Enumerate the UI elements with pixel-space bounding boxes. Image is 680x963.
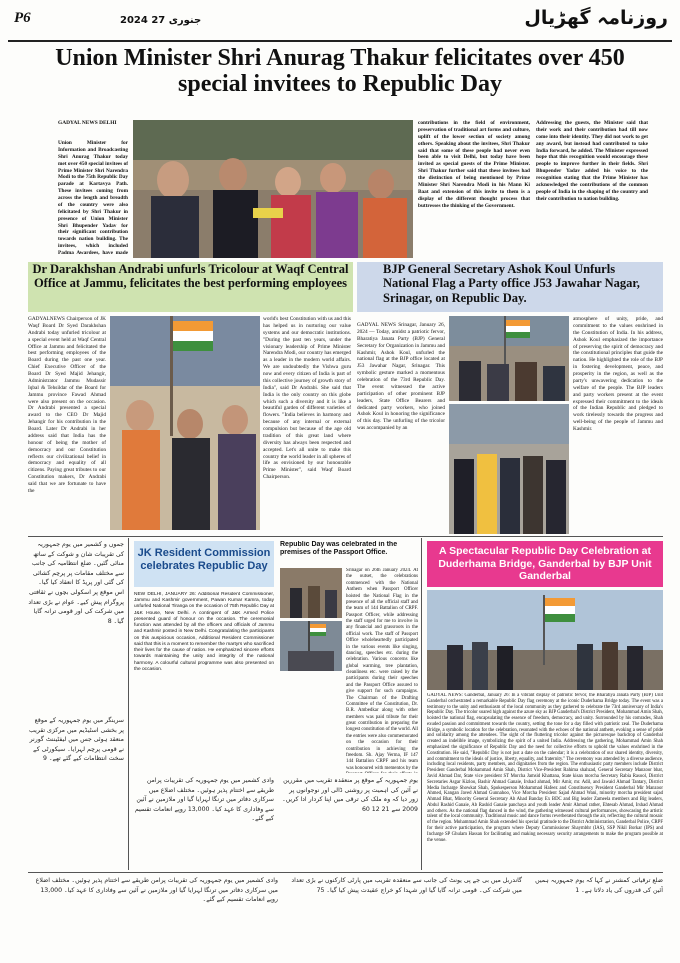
main-story-col2: contributions in the field of environment, preservation of traditional art forms and culture, uplift of the lower section of society among others. Speaking about the invitees, Shri Thakur said that some of these people had never even been able to visit Delhi, but today have been invited as special guests of the Prime Minister. Shri Thakur further said that these invitees had the distinction of being mentioned by Prime Minister Shri Narendra Modi in his Mann Ki Baat and extension of this invite to them is a display of the different thought process that buttresses the thinking of the Government.	[418, 120, 530, 209]
main-story-col3: Addressing the guests, the Minister said that their work and their contribution had till now come into their identity. They did not work to get any award, but instead had contributed to take India forward, he added. The Minister expressed hope that this recognition would encourage these people to improve further in their fields. Shri Bhupender Yadav added his voice to the recognition stating that the Prime Minister has acknowledged the contributions of the common people of India in the shaping of the country and their contribution to nation building.	[536, 120, 648, 202]
passport-photo-2	[280, 621, 342, 671]
passport-body: Srinagar on 26th January 2024. At the outset, the celebrations commenced with the National Anthem when Passport Officer hoisted the National Flag in the presence of all the official staff and the team of 144 Battalion of CRPF. Passport Officer, while addressing the staff urged for me to involve in any financial and grassroots in the official work. The staff of Passport Office wholeheartedly participated in the various events like singing, dancing, speeches etc. during the celebration. Various concerns like global warming, tree plantation, cleanliness etc. were raised by the participants during their speeches and the Passport Office assured to give support for such campaigns. The Chairman of the Drafting Committee of the Constitution, Dr. B.R. Ambedkar along with other members was paid tribute for their great contribution in preparing the longest constitution of the world. All the entries were also commemorated on the occasion for their contribution in achieving the freedom. Sh. Ajay Verma, IF 147 144 Battalion CRPF and his team was honoured with mementos by the	[346, 568, 418, 771]
urdu-bottom-strip-mid: گاندربل میں بی جے پی یونٹ کی جانب سے منعقدہ تقریب میں پارٹی کارکنوں نے بڑی تعداد میں شرکت کی۔ قومی ترانہ گایا گیا اور شہدا کو خراج عقیدت پیش کیا گیا۔ 75	[291, 877, 522, 894]
page-header	[8, 6, 672, 42]
waqf-headline: Dr Darakhshan Andrabi unfurls Tricolour at Waqf Central Office at Jammu, felicitates the best performing employees	[28, 262, 353, 312]
waqf-story-col2: world's best Constitution with us and this has helped us in nurturing our value systems and our democratic institutions. "During the past ten years, under the visionary leadership of Prime Minister Narendra Modi, our country has emerged as a leader in the modern world affairs. We are undoubtedly the Vishwa guru now and every citizen of India is part of this collective journey of growth story of India", said Dr Andrabi. She said that India is the only country on this globe which such a diversity and it is like a beautiful garden of different varieties of flowers. "India believes in harmony and because of any internal or external compulsion but because of the age old tradition of this great land where diversity has always been respected and accepted. Let's all unite to make this country the world leader in all spheres of life as envisioned by our honourable Prime Minister", said Waqf Board Chairperson.	[263, 316, 351, 481]
duderhama-body: GADYAL NEWS: Ganderbal, January 26: In a vibrant display of patriotic fervor, the Bharatiya Janata Party (BJP) Unit Ganderbal orchestrated a remarkable Republic Day flag ceremony at the iconic Duderhama Bridge today. The event was a testimony to the unity and enthusiasm of the local community as they gathered to celebrate the 73rd anniversary of India's Republic Day. The tricolor soared high against the azure sky as BJP Ganderbal's District President, Mohammad Amin Shah, hoisted the national flag, encapsulating the essence of freedom, democracy, and unity. Surrounded by his comrades, Shah exuded passion and commitment towards the country, setting the tone for a day filled with patriotic zeal. The Duderhama Bridge, a symbolic location for the celebration, resonated with the echoes of the national anthem, evoking a sense of pride and solidarity among the attendees. The sight of the fluttering tricolor against the picturesque backdrop of Ganderbal created an indelible image, symbolizing the spirit of a united India. Addressing the gathering, Mohammad Amin Shah emphasized the significance of Republic Day and the need for collective efforts to uphold the values enshrined in the Constitution. He said, "Republic Day is not just a date on the calendar; it is a celebration of our shared identity, diversity, and commitment to the ideals of justice, liberty, equality, and fraternity." The ceremony was attended by a diverse audience, including local residents, party members, and dignitaries from the region. The enthusiastic party members include District President Ganderbal Mohammad Amin Shah, District Vice-President Rahima shahzad, General Secretary Manzoor bhat, Javid Ahmad Dar, State vice president ST Morcha Jamsid Khattana, State kisan morcha Secretary Rabia Rasool, District Secretaries Asgar Kizloo, Bashir Ahmad Ganaie, Irshad ahmad, Mir Amir, mr. Adil, and Jawaid Ahmad Tantary, District Media Incharge Showkat Shah, Spokesperson Mohammad Hafeez and Constituency President Ganderbal Mir Manzoor Ahmed, Kangan Javed Ahmad Gunnahoo, Vice Morcha President Sajad Ahmad Wani, minority morcha president sajad Ahmad Bhat, Minority General Secretary Ab Ahad Banday Ex BDC and Big leader Zameela members and Big leaders, Abdul Rashid Ganaie, Ab Rashid Ganaie panchaya and youth leader Amir Ahmad rather, Ehtesab Ahmad, Irshad Ahmad and others. As the national flag danced in the wind, the gathering witnessed cultural performances, showcasing the artistic talent of the local community. Traditional music and dance forms reverberated through the air, reflecting the cultural mosaic of the region. Mohammad Amin Shah extended his special gratitude to the District Administration, Ganderbal Police, CRPF for their active participation, the program where Deputy Commissioner Shaymbhr (IAS), SSP Nikil Borkar (IPS) and Incharge SP Ghulam Hassan for facilitating and making necessary security arrangements to make the program possible at the venue.	[427, 693, 663, 843]
main-headline: Union Minister Shri Anurag Thakur felicitates over 450 special invitees to Republic Day	[55, 45, 625, 97]
main-story-photo	[133, 120, 413, 258]
section-divider	[28, 536, 663, 537]
waqf-story-col1: GADYALNEWS Chairperson of JK Waqf Board Dr Syed Darakhshan Andrabi today unfurled tricolour at a special event held at Waqf Central Office at Jammu and felicitated the best performing employees of the Board during the past one year. Chief Executive Officer of the Board Dr Syed Majid Jehangir, Administrator Jammu Mudassir Iqbal & Tehsildar of the Board for Jammu province Fawad Ahmad were also present on the occasion. Dr Andrabi presented a special award to the CEO Dr Majid Jehangir for his contribution in the Board. Later Dr Andrabi in her address said that India has the honour of being the mother of democracy and our Constitution reflects our civilizational belief in democracy and equality of all citizens. Paying great tributes to our Constitution makers, Dr Andrabi said that we are fortunate to have the	[28, 316, 106, 494]
main-dateline: GADYAL NEWS DELHI	[58, 120, 117, 126]
page-number: P6	[14, 10, 31, 26]
bjp-koul-photo-bottom	[449, 404, 569, 534]
urdu-column-mid: وادی کشمیر میں یوم جمہوریہ کی تقریبات پرامن طریقے سے اختتام پذیر ہوئیں۔ مختلف اضلاع میں سرکاری دفاتر میں ترنگا لہرایا گیا اور ملازمین نے آئین سے وفاداری کا عہد کیا۔ 13,000 روپے انعامات تقسیم کیے گئے۔	[134, 777, 274, 823]
bjp-koul-col2: atmosphere of unity, pride, and commitment to the values enshrined in the Constitution of India. In his address, Ashok Koul emphasized the importance of preserving the spirit of democracy and the constitutional principles that guide the nation. He highlighted the role of the BJP in fostering development, peace, and prosperity in the region, as well as the party's unwavering dedication to the welfare of the people. The BJP leaders and party workers present at the event expressed their commitment to the ideals of the Indian Republic and pledged to work tirelessly towards the progress and well-being of the people of Jammu and Kashmir.	[573, 316, 663, 432]
jk-commission-body: NEW DELHI, JANUARY 26: Additional Resident Commissioner, Jammu and Kashmir government, Pawan Kumar Kamra, today unfurled National Tiranga on the occasion of 75th Republic Day at J&K House, New Delhi. A contingent of J&K Armed Police presented guard of honour on the occasion. The ceremonial function was attended by all the officers and officials of Jammu and Kashmir posted in New Delhi. Congratulating the participants on this auspicious occasion, Additional Resident Commissioner said that this is a moment to remember the martyrs who sacrificed their lives for the cause of nation. He emphasized sincere efforts towards maintaining the unity and integrity of the national harmony. A colourful cultural programme was also presented on the occasion.	[134, 592, 274, 672]
waqf-story-photo	[110, 316, 260, 530]
urdu-column-left-top: جموں و کشمیر میں یوم جمہوریہ کی تقریبات شان و شوکت کے ساتھ منائی گئیں۔ ضلع انتظامیہ کی جانب سے مختلف مقامات پر پرچم کشائی کی گئی اور پریڈ کا انعقاد کیا گیا۔ اس موقع پر اسکولی بچوں نے ثقافتی پروگرام پیش کیے۔ عوام نے بڑی تعداد میں شرکت کی اور قومی ترانہ گایا گیا۔ 8	[28, 541, 124, 625]
bjp-koul-headline: BJP General Secretary Ashok Koul Unfurls National Flag a Party office J53 Jawahar Nagar, Srinagar, on Republic Day.	[357, 262, 663, 312]
jk-commission-headline: JK Resident Commission celebrates Republic Day	[134, 541, 274, 587]
section-divider	[28, 872, 663, 873]
bjp-koul-col1: GADYAL NEWS Srinagar, January 26, 2024 — Today, amidst a patriotic fervor, Bharatiya Janata Party (BJP) General Secretary for Organization in Jammu and Kashmir, Ashok Koul, unfurled the national flag at the BJP office located at J53 Jawahar Nagar, Srinagar. This symbolic gesture marked a momentous celebration of the 73rd Republic Day. The event witnessed the active participation of other prominent BJP leaders, State Office Bearers and dedicated party workers, who joined Ashok Koul in honoring the significance of this day. The unfurling of the tricolor was accompanied by an	[357, 322, 445, 432]
main-story-col1: Union Minister for Information and Broadcasting Shri Anurag Thakur today met over 450 special invitees of Prime Minister Shri Narendra Modi to the 75th Republic Day parade at Kartavya Path. These invitees coming from across the length and breadth of the country were also felicitated by Shri Thakur in presence of Union Minister Shri Bhupender Yadav for their significant contribution towards nation building. The invitees, which included Padma Awardees, have made	[58, 140, 128, 256]
passport-photo-1	[280, 568, 342, 618]
masthead-logo: روزنامہ گھڑیال	[524, 7, 668, 29]
urdu-column-mid2: یوم جمہوریہ کے موقع پر منعقدہ تقریب میں مقررین نے آئین کی اہمیت پر روشنی ڈالی اور نوجوانوں پر زور دیا کہ وہ ملک کی ترقی میں اپنا کردار ادا کریں۔ 2009 سے 21 12 60	[282, 777, 418, 813]
urdu-column-left-bottom: سرینگر میں یوم جمہوریہ کے موقع پر بخشی اسٹیڈیم میں مرکزی تقریب منعقد ہوئی جس میں لیفٹیننٹ گورنر نے قومی پرچم لہرایا۔ سیکورٹی کے سخت انتظامات کیے گئے تھے۔ 9	[29, 717, 124, 763]
urdu-bottom-strip-left: وادی کشمیر میں یوم جمہوریہ کی تقریبات پرامن طریقے سے اختتام پذیر ہوئیں۔ مختلف اضلاع میں سرکاری دفاتر میں ترنگا لہرایا گیا اور ملازمین نے آئین سے وفاداری کا عہد کیا۔ 13,000 روپے انعامات تقسیم کیے گئے۔	[35, 877, 278, 904]
duderhama-photo	[427, 590, 663, 690]
column-divider	[421, 538, 422, 870]
column-divider	[128, 538, 129, 870]
duderhama-headline: A Spectacular Republic Day Celebration at Duderhama Bridge, Ganderbal by BJP Unit Ganderbal	[427, 541, 663, 587]
urdu-bottom-strip-right: ضلع ترقیاتی کمشنر نے کہا کہ یوم جمہوریہ ہمیں آئین کی قدروں کی یاد دلاتا ہے۔ 1	[535, 877, 663, 894]
issue-date: 2024 جنوری 27	[120, 15, 202, 26]
passport-headline: Republic Day was celebrated in the premises of the Passport Office.	[280, 541, 398, 557]
bjp-koul-photo-top	[449, 316, 569, 401]
